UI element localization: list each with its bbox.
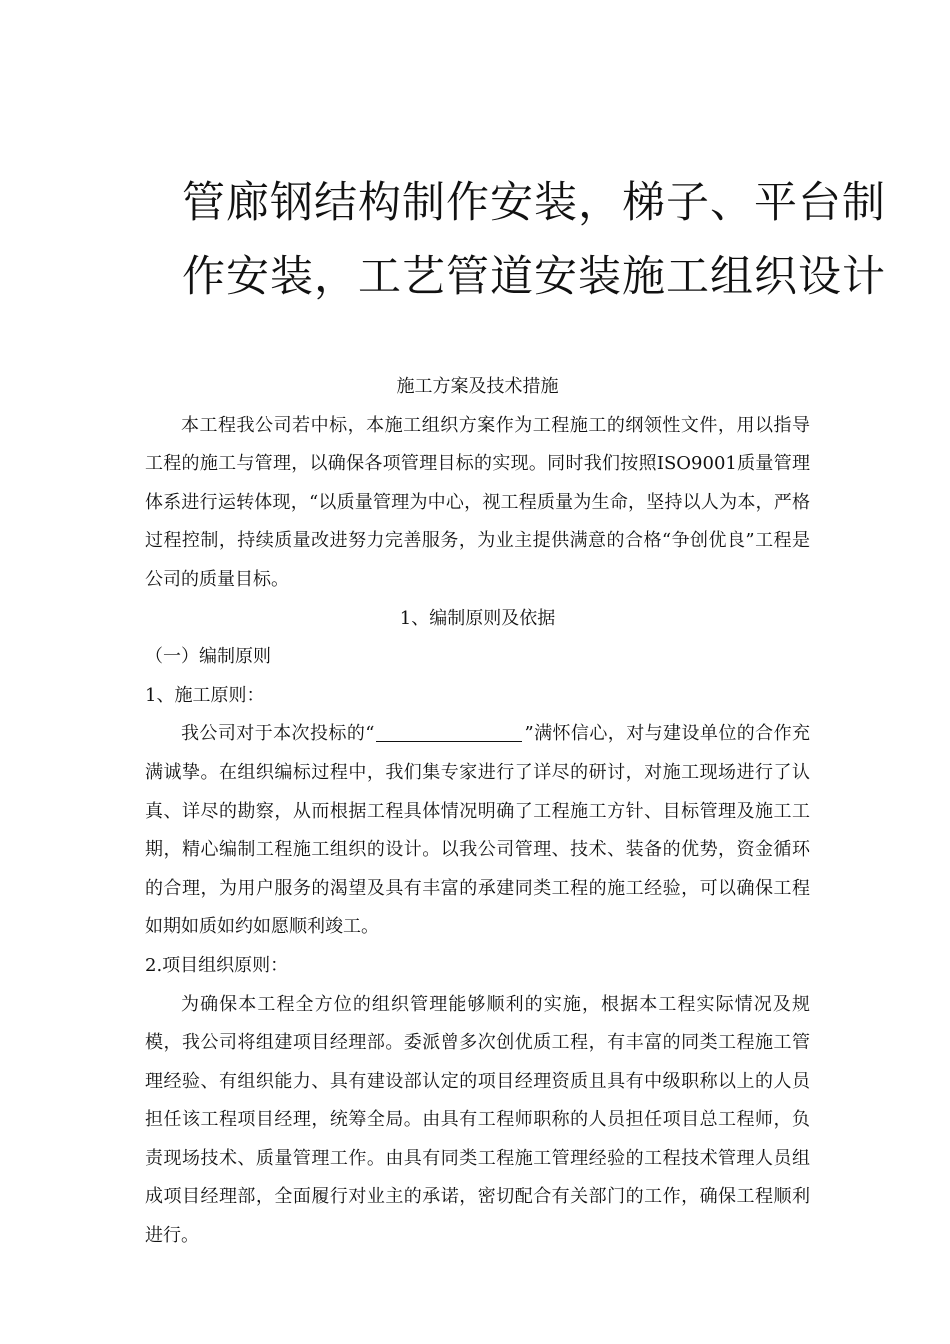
item-1-suffix: ”满怀信心，对与建设单位的合作充满诚挚。在组织编标过程中，我们集专家进行了详尽的研讨，对施工现场进行了认真、详尽的勘察，从而根据工程具体情况明确了工程施工方针、目标管理及施工工期，精心编制工程施工组织的设计。以我公司管理、技术、装备的优势，资金循环的合理，为用户服务的渴望及具有丰富的承建同类工程的施工经验，可以确保工程如期如质如约如愿顺利竣工。 xyxy=(145,723,811,938)
item-1-label: 1、施工原则： xyxy=(145,684,265,706)
item-2-paragraph: 为确保本工程全方位的组织管理能够顺利的实施，根据本工程实际情况及规模，我公司将组建项目经理部。委派曾多次创优质工程，有丰富的同类工程施工管理经验、有组织能力、具有建设部认定的项目经理资质且具有中级职称以上的人员担任该工程项目经理，统筹全局。由具有工程师职称的人员担任项目总工程师，负责现场技术、质量管理工作。由具有同类工程施工管理经验的工程技术管理人员组成项目经理部，全面履行对业主的承诺，密切配合有关部门的工作，确保工程顺利进行。 xyxy=(145,993,810,1247)
item-2-label: 2.项目组织原则： xyxy=(145,954,289,976)
title-line-1: 管廊钢结构制作安装，梯子、平台制 xyxy=(182,178,886,228)
document-title xyxy=(182,166,886,314)
intro-paragraph: 本工程我公司若中标，本施工组织方案作为工程施工的纲领性文件，用以指导工程的施工与管理，以确保各项管理目标的实现。同时我们按照ISO9001质量管理体系进行运转体现，“以质量管理为中心，视工程质量为生命，坚持以人为本，严格过程控制，持续质量改进努力完善服务，为业主提供满意的合格“争创优良”工程是公司的质量目标。 xyxy=(145,414,810,590)
item-1-prefix: 我公司对于本次投标的“ xyxy=(181,723,375,745)
document-body xyxy=(145,368,810,1256)
title-line-2: 作安装，工艺管道安装施工组织设计 xyxy=(182,252,886,302)
blank-underline xyxy=(376,721,522,742)
section-heading: 施工方案及技术措施 xyxy=(396,376,559,397)
subheading-principles: （一）编制原则 xyxy=(145,646,271,668)
subheading-principles-basis: 1、编制原则及依据 xyxy=(399,607,556,629)
item-1-paragraph xyxy=(145,715,810,947)
